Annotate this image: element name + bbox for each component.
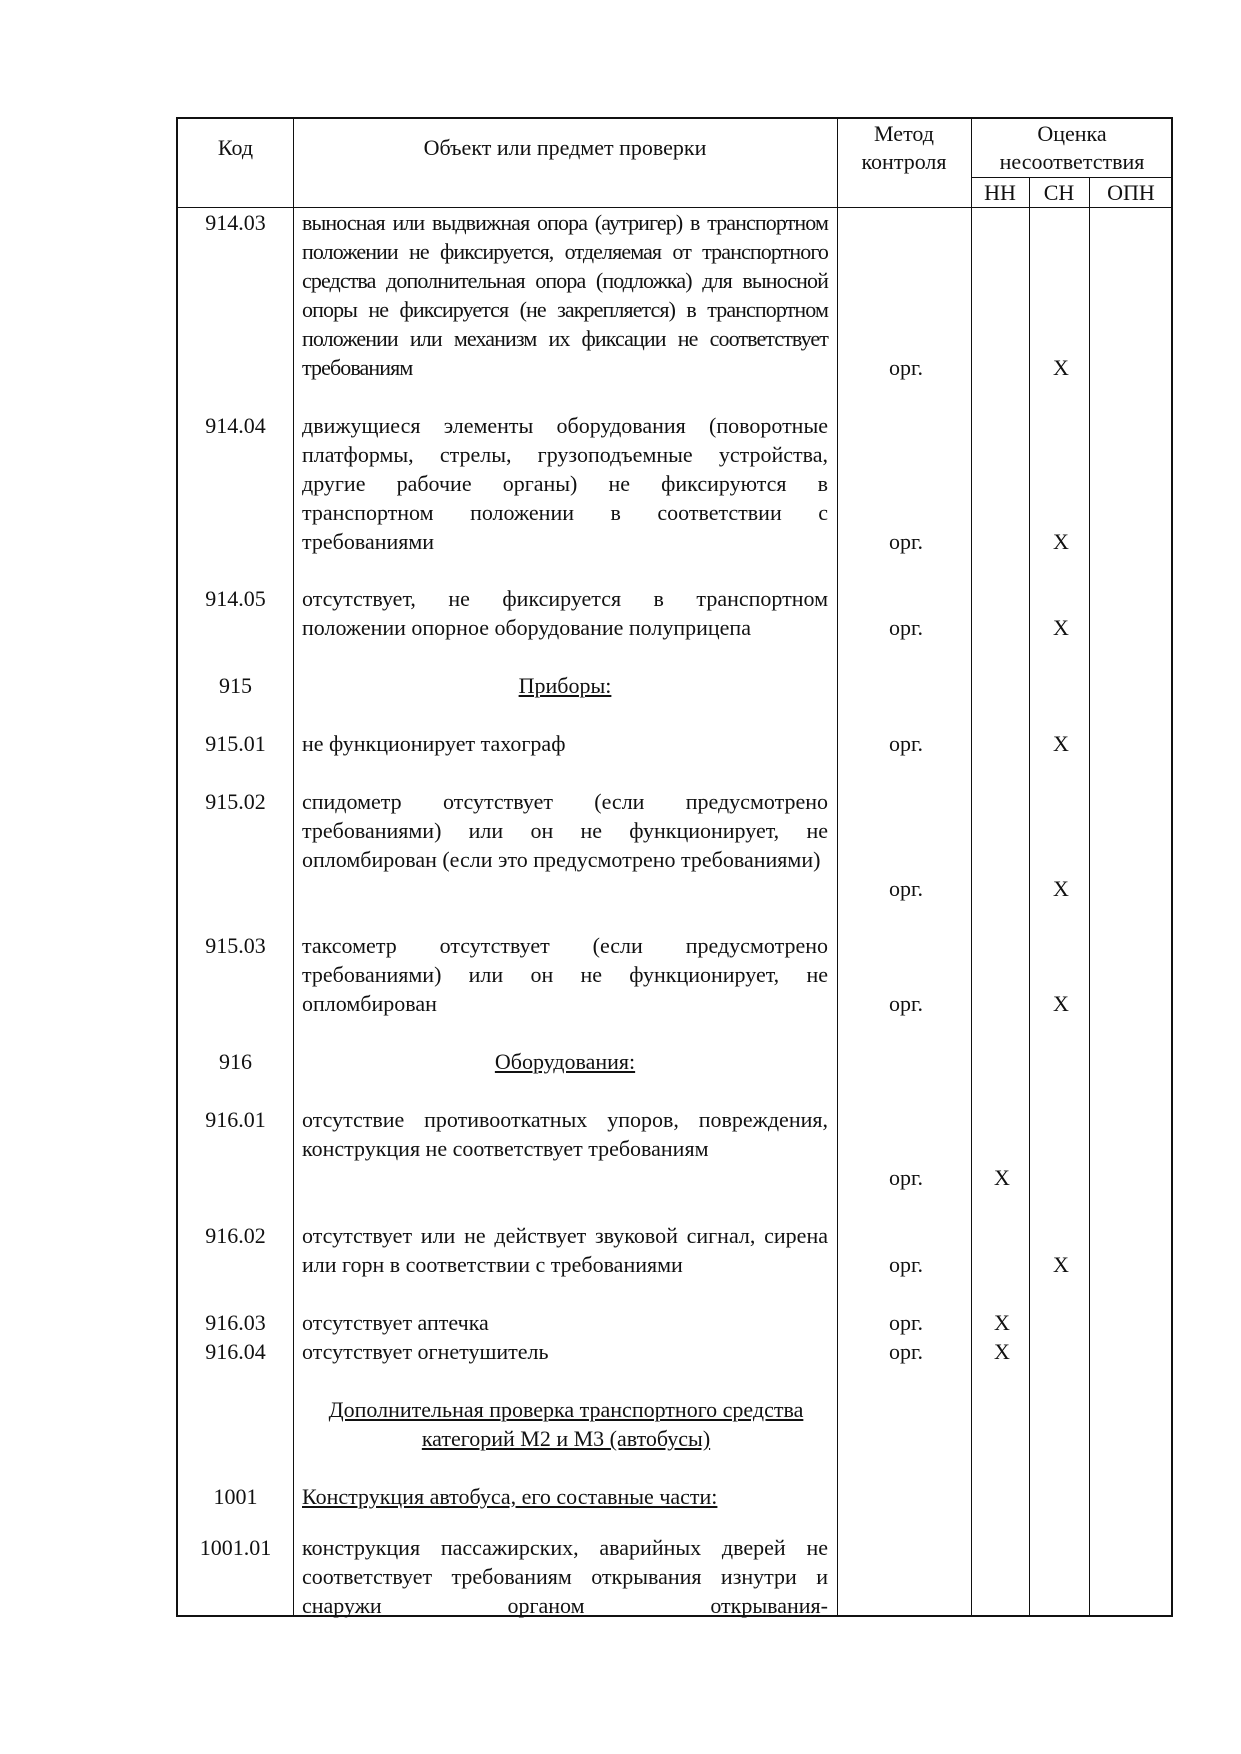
header-nn: НН	[984, 180, 1016, 205]
row-code: 915.03	[205, 933, 266, 958]
row-description: отсутствие противооткатных упоров, повреждения, конструкция не соответствует требованиям	[302, 1107, 828, 1161]
row-method: орг.	[888, 731, 924, 756]
row-mark-nn: Х	[994, 1165, 1010, 1190]
row-method: орг.	[888, 1310, 924, 1335]
section-heading: Конструкция автобуса, его составные части:	[302, 1484, 718, 1509]
row-code: 916.03	[205, 1310, 266, 1335]
row-code: 914.03	[205, 210, 266, 235]
row-method: орг.	[888, 1252, 924, 1277]
row-description: конструкция пассажирских, аварийных дверей не соответствует требованиям открывания изнутри и снаружи органом открывания-	[302, 1535, 828, 1618]
header-opn: ОПН	[1107, 180, 1155, 205]
row-code: 916.01	[205, 1107, 266, 1132]
row-mark-sn: Х	[1053, 1252, 1069, 1277]
row-mark-sn: Х	[1053, 529, 1069, 554]
row-mark-sn: Х	[1053, 355, 1069, 380]
header-object: Объект или предмет проверки	[423, 135, 707, 160]
header-assessment-line2: несоответствия	[999, 149, 1145, 174]
row-description: выносная или выдвижная опора (аутригер) в транспортном положении не фиксируется, отделяемая от транспортного средства дополнительная опора (подложка) для выносной опоры не фиксируется (не закрепляется) в транспортном положении или механизм их фиксации не соответствует требованиям	[302, 210, 828, 380]
row-mark-nn: Х	[994, 1339, 1010, 1364]
row-code: 915.02	[205, 789, 266, 814]
section-heading: Оборудования:	[494, 1049, 636, 1074]
row-description: движущиеся элементы оборудования (поворотные платформы, стрелы, грузоподъемные устройства, другие рабочие органы) не фиксируются в транспортном положении в соответствии с требованиями	[302, 413, 828, 554]
row-code: 916.02	[205, 1223, 266, 1248]
inspection-table	[176, 117, 1173, 1617]
section-heading: Дополнительная проверка транспортного средства категорий М2 и М3 (автобусы)	[328, 1397, 804, 1451]
row-description: отсутствует огнетушитель	[302, 1339, 549, 1364]
header-method-line1: Метод	[874, 121, 934, 146]
row-method: орг.	[888, 355, 924, 380]
row-code: 916.04	[205, 1339, 266, 1364]
section-heading: Приборы:	[518, 673, 612, 698]
row-code: 1001.01	[199, 1535, 272, 1560]
row-description: не функционирует тахограф	[302, 731, 566, 756]
row-mark-sn: Х	[1053, 991, 1069, 1016]
row-code: 914.04	[205, 413, 266, 438]
header-code: Код	[217, 135, 254, 160]
row-description: таксометр отсутствует (если предусмотрено требованиями) или он не функционирует, не опломбирован	[302, 933, 828, 1016]
column-divider	[1029, 177, 1030, 1615]
row-code: 916	[219, 1049, 252, 1074]
row-method: орг.	[888, 876, 924, 901]
row-code: 915.01	[205, 731, 266, 756]
row-method: орг.	[888, 1165, 924, 1190]
header-assessment-line1: Оценка	[1037, 121, 1107, 146]
row-mark-sn: Х	[1053, 876, 1069, 901]
row-mark-nn: Х	[994, 1310, 1010, 1335]
column-divider	[837, 119, 838, 1615]
row-method: орг.	[888, 991, 924, 1016]
row-description: отсутствует, не фиксируется в транспортном положении опорное оборудование полуприцепа	[302, 586, 828, 640]
row-code: 915	[219, 673, 252, 698]
row-method: орг.	[888, 615, 924, 640]
row-description: отсутствует аптечка	[302, 1310, 489, 1335]
row-description: отсутствует или не действует звуковой сигнал, сирена или горн в соответствии с требованиями	[302, 1223, 828, 1277]
header-method-line2: контроля	[861, 149, 947, 174]
row-code: 1001	[213, 1484, 258, 1509]
row-method: орг.	[888, 529, 924, 554]
row-mark-sn: Х	[1053, 731, 1069, 756]
row-description: спидометр отсутствует (если предусмотрено требованиями) или он не функционирует, не опломбирован (если это предусмотрено требованиями)	[302, 789, 828, 872]
row-method: орг.	[888, 1339, 924, 1364]
row-code: 914.05	[205, 586, 266, 611]
row-mark-sn: Х	[1053, 615, 1069, 640]
column-divider	[293, 119, 294, 1615]
column-divider	[971, 119, 972, 1615]
header-sn: СН	[1043, 180, 1075, 205]
